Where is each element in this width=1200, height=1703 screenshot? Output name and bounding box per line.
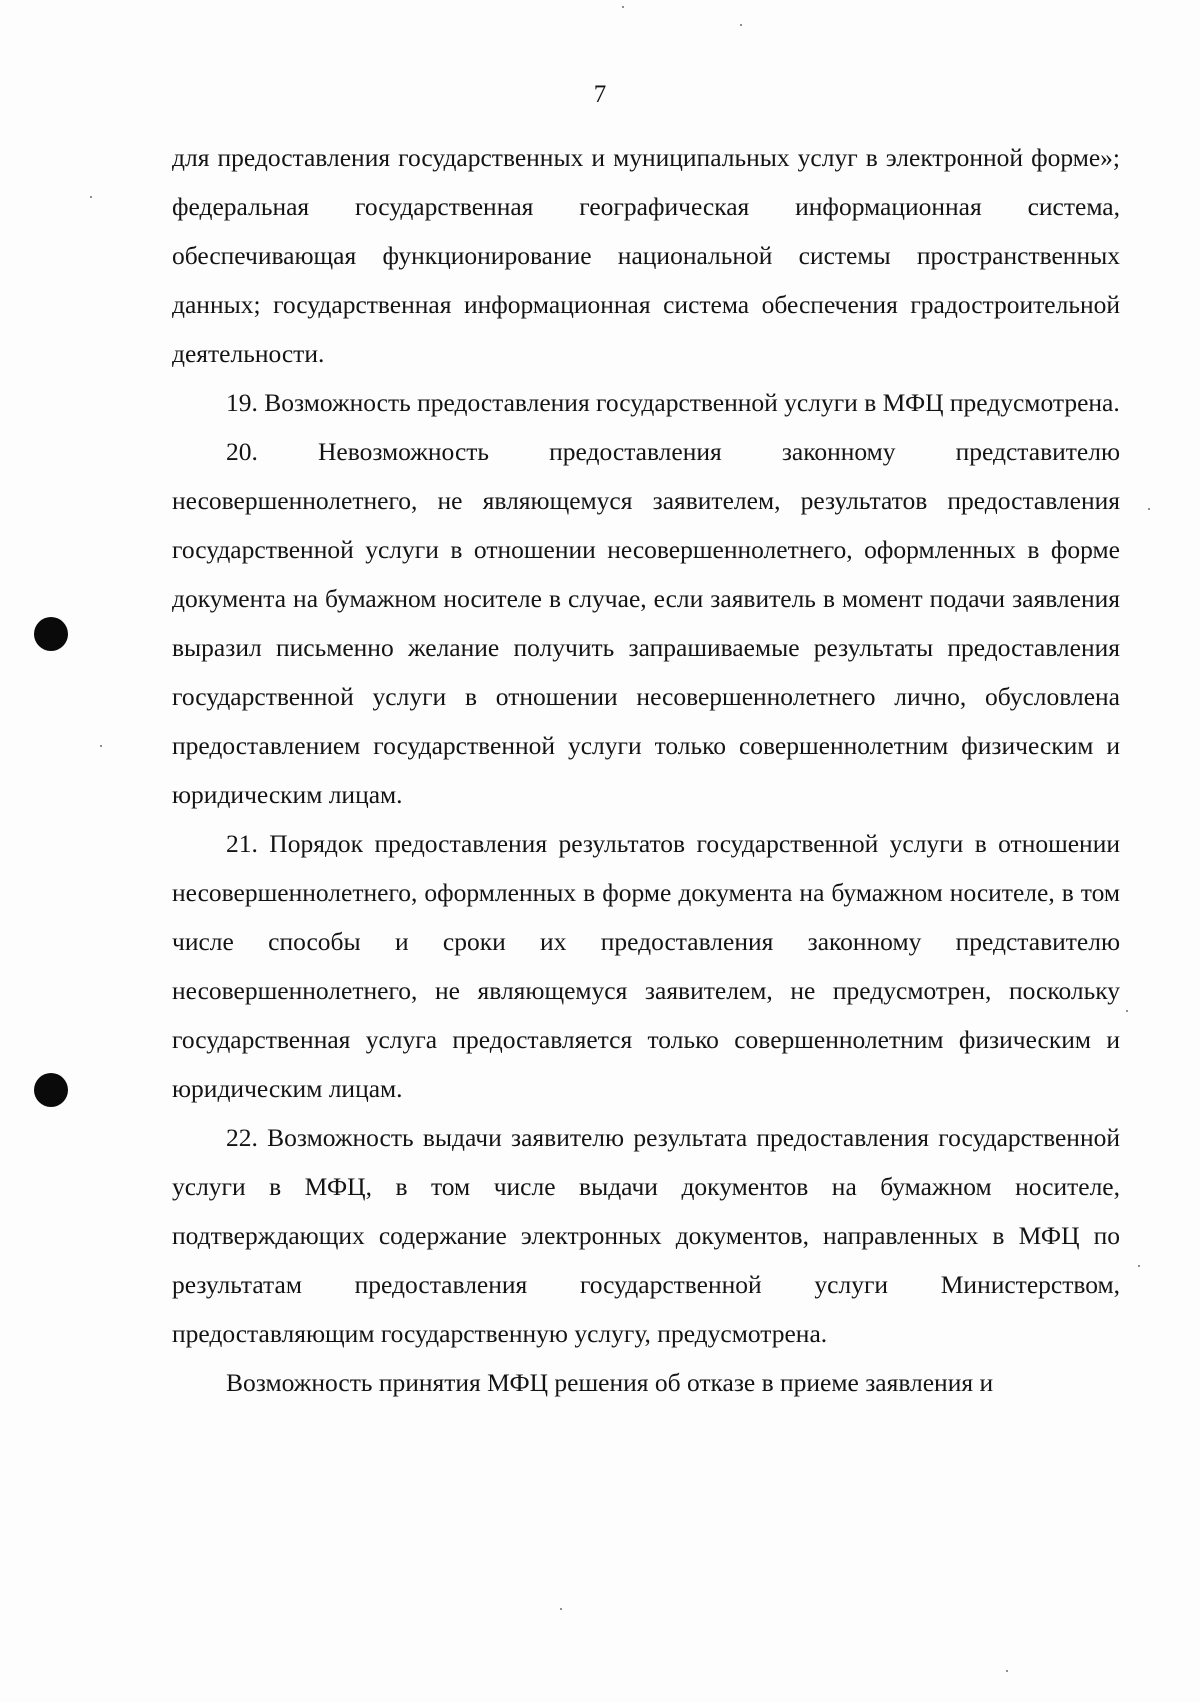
scan-speck [740,24,742,26]
punch-hole-mark [34,617,68,651]
document-body [172,133,1120,1407]
scan-speck [1006,1670,1008,1672]
paragraph-21: 21. Порядок предоставления результатов государственной услуги в отношении несовершеннолетнего, оформленных в форме документа на бумажном носителе, в том числе способы и сроки их предоставления законному представителю несовершеннолетнего, не являющемуся заявителем, не предусмотрен, поскольку государственная услуга предоставляется только совершеннолетним физическим и юридическим лицам. [172,829,1120,1103]
paragraph-22: 22. Возможность выдачи заявителю результата предоставления государственной услуги в МФЦ, в том числе выдачи документов на бумажном носителе, подтверждающих содержание электронных документов, направленных в МФЦ по результатам предоставления государственной услуги Министерством, предоставляющим государственную услугу, предусмотрена. [172,1123,1120,1348]
scan-speck [100,745,102,747]
paragraph-mfc-refusal: Возможность принятия МФЦ решения об отказе в приеме заявления и [226,1368,994,1397]
paragraph-19: 19. Возможность предоставления государственной услуги в МФЦ предусмотрена. [226,388,1120,417]
scan-speck [622,6,624,8]
punch-hole-mark [34,1073,68,1107]
scan-speck [1138,1265,1140,1267]
paragraph-continuation: для предоставления государственных и муниципальных услуг в электронной форме»; федеральная государственная географическая информационная система, обеспечивающая функционирование национальной системы пространственных данных; государственная информационная система обеспечения градостроительной деятельности. [172,143,1120,368]
scan-speck [1148,508,1150,510]
scan-speck [1126,1010,1128,1012]
paragraph-20: 20. Невозможность предоставления законному представителю несовершеннолетнего, не являющемуся заявителем, результатов предоставления государственной услуги в отношении несовершеннолетнего, оформленных в форме документа на бумажном носителе в случае, если заявитель в момент подачи заявления выразил письменно желание получить запрашиваемые результаты предоставления государственной услуги в отношении несовершеннолетнего лично, обусловлена предоставлением государственной услуги только совершеннолетним физическим и юридическим лицам. [172,437,1120,809]
page-number: 7 [593,81,607,108]
scan-speck [560,1608,562,1610]
scan-speck [90,196,92,198]
